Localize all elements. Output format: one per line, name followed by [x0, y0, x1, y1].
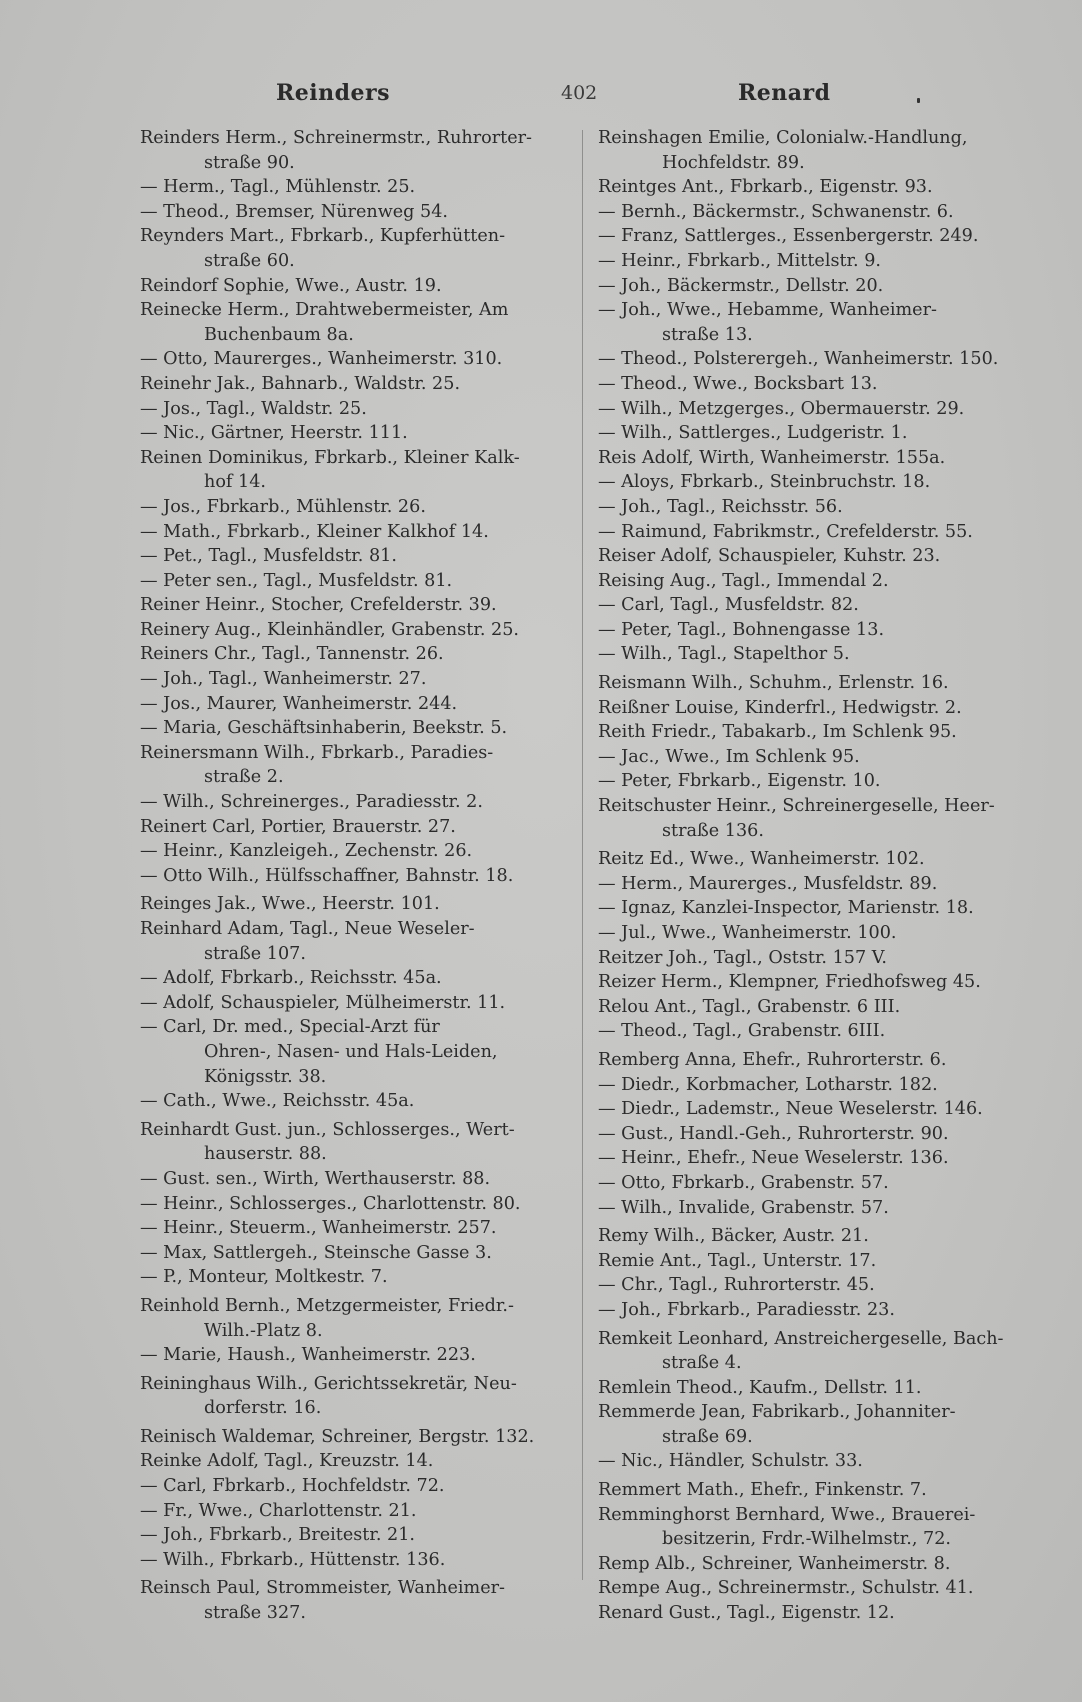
- entry-text: — Jul., Wwe., Wanheimerstr. 100.: [598, 923, 897, 943]
- directory-entry: [598, 970, 1038, 995]
- entry-text: — Wilh., Fbrkarb., Hüttenstr. 136.: [140, 1549, 446, 1570]
- entry-text: Reis Adolf, Wirth, Wanheimerstr. 155a.: [598, 447, 946, 468]
- entry-text: Reininghaus Wilh., Gerichtssekretär, Neu-: [140, 1373, 517, 1394]
- entry-text: Reinges Jak., Wwe., Heerstr. 101.: [140, 894, 440, 915]
- entry-text: — Peter, Tagl., Bohnengasse 13.: [598, 619, 885, 640]
- entry-text: — Adolf, Fbrkarb., Reichsstr. 45a.: [140, 968, 442, 989]
- left-column: [140, 126, 560, 1626]
- entry-text: Reinshagen Emilie, Colonialw.-Handlung,: [598, 128, 968, 148]
- directory-entry: [598, 1576, 1038, 1601]
- directory-entry: [140, 892, 560, 917]
- entry-text: — Theod., Polsterergeh., Wanheimerstr. 150.: [598, 349, 999, 370]
- directory-entry: [140, 991, 560, 1016]
- entry-text: Remberg Anna, Ehefr., Ruhrorterstr. 6.: [598, 1049, 947, 1070]
- directory-entry: [598, 224, 1038, 249]
- entry-text: Remlein Theod., Kaufm., Dellstr. 11.: [598, 1377, 922, 1398]
- running-head-right: Renard: [738, 80, 831, 106]
- directory-entry: [598, 1449, 1038, 1474]
- entry-continuation: hauserstr. 88.: [204, 1144, 327, 1165]
- directory-entry: [598, 372, 1038, 397]
- directory-entry: [598, 1601, 1038, 1626]
- entry-text: — Adolf, Schauspieler, Mülheimerstr. 11.: [140, 992, 506, 1013]
- directory-entry: [140, 917, 560, 966]
- entry-text: Reizer Herm., Klempner, Friedhofsweg 45.: [598, 972, 981, 993]
- entry-continuation: Buchenbaum 8a.: [204, 324, 354, 345]
- entry-text: Remmert Math., Ehefr., Finkenstr. 7.: [598, 1480, 927, 1501]
- directory-entry: [598, 946, 1038, 971]
- entry-text: — Marie, Haush., Wanheimerstr. 223.: [140, 1345, 476, 1366]
- entry-continuation: Königsstr. 38.: [204, 1066, 327, 1087]
- entry-text: — Otto Wilh., Hülfsschaffner, Bahnstr. 18.: [140, 865, 514, 886]
- entry-text: Reith Friedr., Tabakarb., Im Schlenk 95.: [598, 722, 957, 743]
- directory-entry: [140, 966, 560, 991]
- entry-text: Remminghorst Bernhard, Wwe., Brauerei-: [598, 1504, 976, 1525]
- entry-text: — Cath., Wwe., Reichsstr. 45a.: [140, 1091, 415, 1112]
- entry-text: — Wilh., Metzgerges., Obermauerstr. 29.: [598, 398, 965, 419]
- directory-entry: [598, 847, 1038, 872]
- directory-entry: [140, 1474, 560, 1499]
- entry-text: — Herm., Maurerges., Musfeldstr. 89.: [598, 873, 938, 894]
- directory-entry: [598, 1400, 1038, 1449]
- directory-entry: [598, 569, 1038, 594]
- directory-entry: [140, 372, 560, 397]
- directory-entry: [140, 1449, 560, 1474]
- directory-entry: [598, 421, 1038, 446]
- entry-text: — Gust., Handl.-Geh., Ruhrorterstr. 90.: [598, 1123, 949, 1144]
- directory-entry: [140, 200, 560, 225]
- directory-entry: [140, 864, 560, 889]
- directory-entry: [140, 1089, 560, 1114]
- directory-entry: [140, 1118, 560, 1167]
- entry-text: Relou Ant., Tagl., Grabenstr. 6 III.: [598, 996, 901, 1017]
- entry-continuation: dorferstr. 16.: [204, 1398, 322, 1419]
- entry-continuation: straße 69.: [662, 1426, 753, 1447]
- directory-entry: [140, 692, 560, 717]
- entry-text: Reitschuster Heinr., Schreinergeselle, Heer-: [598, 796, 995, 817]
- directory-entry: [598, 446, 1038, 471]
- entry-text: — Heinr., Steuerm., Wanheimerstr. 257.: [140, 1218, 497, 1239]
- directory-entry: [140, 1015, 560, 1089]
- entry-text: — Joh., Tagl., Reichsstr. 56.: [598, 496, 843, 517]
- directory-entry: [140, 520, 560, 545]
- entry-text: Reinhold Bernh., Metzgermeister, Friedr.-: [140, 1295, 514, 1316]
- entry-continuation: besitzerin, Frdr.-Wilhelmstr., 72.: [662, 1529, 951, 1550]
- entry-text: Reiners Chr., Tagl., Tannenstr. 26.: [140, 644, 444, 665]
- directory-entry: [598, 1273, 1038, 1298]
- directory-entry: [598, 1019, 1038, 1044]
- entry-text: — Ignaz, Kanzlei-Inspector, Marienstr. 18.: [598, 898, 974, 919]
- directory-entry: [598, 720, 1038, 745]
- entry-text: — Pet., Tagl., Musfeldstr. 81.: [140, 546, 397, 567]
- directory-entry: [598, 1122, 1038, 1147]
- directory-entry: [140, 274, 560, 299]
- directory-entry: [140, 126, 560, 175]
- entry-text: — Jos., Maurer, Wanheimerstr. 244.: [140, 693, 458, 714]
- entry-text: Remp Alb., Schreiner, Wanheimerstr. 8.: [598, 1553, 951, 1574]
- directory-entry: [140, 839, 560, 864]
- entry-text: — Heinr., Fbrkarb., Mittelstr. 9.: [598, 250, 882, 271]
- entry-text: — Carl, Dr. med., Special-Arzt für: [140, 1017, 440, 1038]
- entry-text: Reismann Wilh., Schuhm., Erlenstr. 16.: [598, 673, 949, 694]
- directory-entry: [598, 298, 1038, 347]
- entry-text: Reinke Adolf, Tagl., Kreuzstr. 14.: [140, 1451, 434, 1472]
- entry-text: Reynders Mart., Fbrkarb., Kupferhütten-: [140, 226, 506, 247]
- directory-entry: [140, 1499, 560, 1524]
- entry-text: — Nic., Händler, Schulstr. 33.: [598, 1451, 863, 1472]
- entry-text: — Jac., Wwe., Im Schlenk 95.: [598, 746, 860, 767]
- directory-entry: [598, 1327, 1038, 1376]
- entry-text: — Wilh., Sattlerges., Ludgeristr. 1.: [598, 423, 908, 444]
- entry-text: Reinert Carl, Portier, Brauerstr. 27.: [140, 816, 456, 837]
- entry-continuation: hof 14.: [204, 472, 267, 493]
- entry-text: Reinders Herm., Schreinermstr., Ruhrorter-: [140, 128, 532, 148]
- directory-entry: [598, 249, 1038, 274]
- entry-text: Reinhardt Gust. jun., Schlosserges., Wert-: [140, 1119, 515, 1140]
- directory-entry: [140, 741, 560, 790]
- directory-entry: [598, 896, 1038, 921]
- entry-text: Reindorf Sophie, Wwe., Austr. 19.: [140, 275, 442, 296]
- entry-text: — Peter sen., Tagl., Musfeldstr. 81.: [140, 570, 453, 591]
- directory-entry: [598, 175, 1038, 200]
- directory-entry: [140, 446, 560, 495]
- directory-entry: [140, 397, 560, 422]
- entry-text: — Math., Fbrkarb., Kleiner Kalkhof 14.: [140, 521, 489, 542]
- entry-text: — Joh., Bäckermstr., Dellstr. 20.: [598, 275, 884, 296]
- entry-continuation: Hochfeldstr. 89.: [662, 152, 805, 173]
- directory-entry: [598, 200, 1038, 225]
- directory-entry: [140, 1343, 560, 1368]
- directory-entry: [598, 1224, 1038, 1249]
- entry-text: — Maria, Geschäftsinhaberin, Beekstr. 5.: [140, 718, 508, 739]
- entry-text: — Carl, Tagl., Musfeldstr. 82.: [598, 595, 859, 616]
- directory-entry: [598, 1146, 1038, 1171]
- directory-entry: [140, 1372, 560, 1421]
- directory-entry: [140, 593, 560, 618]
- page-header: [0, 80, 1082, 110]
- entry-text: — Herm., Tagl., Mühlenstr. 25.: [140, 177, 416, 198]
- entry-text: — Wilh., Invalide, Grabenstr. 57.: [598, 1197, 889, 1218]
- entry-text: — Fr., Wwe., Charlottenstr. 21.: [140, 1500, 417, 1521]
- entry-continuation: straße 2.: [204, 767, 284, 788]
- directory-entry: [140, 667, 560, 692]
- directory-entry: [140, 347, 560, 372]
- entry-text: Remkeit Leonhard, Anstreichergeselle, Bach-: [598, 1328, 1004, 1349]
- directory-entry: [598, 544, 1038, 569]
- directory-entry: [140, 1265, 560, 1290]
- entry-text: — Theod., Bremser, Nürenweg 54.: [140, 201, 449, 222]
- entry-text: — Gust. sen., Wirth, Werthauserstr. 88.: [140, 1168, 491, 1189]
- directory-entry: [598, 126, 1038, 175]
- entry-text: — Theod., Tagl., Grabenstr. 6III.: [598, 1021, 886, 1042]
- entry-text: — Franz, Sattlerges., Essenbergerstr. 249.: [598, 226, 979, 247]
- directory-entry: [598, 921, 1038, 946]
- directory-entry: [140, 224, 560, 273]
- directory-entry: [598, 642, 1038, 667]
- directory-entry: [140, 716, 560, 741]
- directory-entry: [598, 1097, 1038, 1122]
- entry-text: — Jos., Fbrkarb., Mühlenstr. 26.: [140, 496, 426, 517]
- entry-text: Reinery Aug., Kleinhändler, Grabenstr. 25.: [140, 619, 520, 640]
- entry-text: Reising Aug., Tagl., Immendal 2.: [598, 570, 889, 591]
- directory-entry: [598, 1249, 1038, 1274]
- entry-text: Reinisch Waldemar, Schreiner, Bergstr. 132.: [140, 1426, 535, 1447]
- entry-text: — Diedr., Korbmacher, Lotharstr. 182.: [598, 1074, 938, 1095]
- directory-entry: [598, 618, 1038, 643]
- entry-text: Reiser Adolf, Schauspieler, Kuhstr. 23.: [598, 546, 941, 567]
- directory-entry: [140, 1576, 560, 1625]
- entry-text: Reitz Ed., Wwe., Wanheimerstr. 102.: [598, 849, 925, 870]
- directory-entry: [140, 642, 560, 667]
- directory-entry: [598, 872, 1038, 897]
- directory-entry: [140, 1523, 560, 1548]
- entry-text: — Aloys, Fbrkarb., Steinbruchstr. 18.: [598, 472, 931, 493]
- entry-continuation: straße 136.: [662, 820, 764, 841]
- directory-entry: [598, 671, 1038, 696]
- entry-continuation: straße 60.: [204, 250, 295, 271]
- entry-text: — Chr., Tagl., Ruhrorterstr. 45.: [598, 1275, 875, 1296]
- directory-entry: [140, 815, 560, 840]
- entry-text: — P., Monteur, Moltkestr. 7.: [140, 1267, 388, 1288]
- directory-entry: [598, 1048, 1038, 1073]
- entry-text: — Joh., Fbrkarb., Breitestr. 21.: [140, 1525, 416, 1546]
- entry-text: — Joh., Tagl., Wanheimerstr. 27.: [140, 669, 427, 690]
- entry-text: — Otto, Fbrkarb., Grabenstr. 57.: [598, 1172, 889, 1193]
- entry-text: Reitzer Joh., Tagl., Oststr. 157 V.: [598, 947, 887, 968]
- entry-text: Renard Gust., Tagl., Eigenstr. 12.: [598, 1603, 895, 1624]
- directory-entry: [598, 593, 1038, 618]
- entry-text: — Heinr., Kanzleigeh., Zechenstr. 26.: [140, 841, 473, 862]
- directory-entry: [598, 1073, 1038, 1098]
- entry-text: — Jos., Tagl., Waldstr. 25.: [140, 398, 367, 419]
- directory-entry: [598, 794, 1038, 843]
- entry-text: Rempe Aug., Schreinermstr., Schulstr. 41.: [598, 1578, 974, 1599]
- entry-text: — Wilh., Schreinerges., Paradiesstr. 2.: [140, 792, 483, 813]
- directory-entry: [598, 470, 1038, 495]
- directory-entry: [598, 495, 1038, 520]
- directory-entry: [598, 274, 1038, 299]
- entry-text: — Carl, Fbrkarb., Hochfeldstr. 72.: [140, 1476, 445, 1497]
- running-head-left: Reinders: [276, 80, 390, 106]
- entry-text: Reinhard Adam, Tagl., Neue Weseler-: [140, 919, 475, 939]
- entry-text: — Peter, Fbrkarb., Eigenstr. 10.: [598, 771, 881, 792]
- directory-entry: [598, 520, 1038, 545]
- directory-entry: [140, 1241, 560, 1266]
- entry-text: — Joh., Wwe., Hebamme, Wanheimer-: [598, 300, 937, 321]
- directory-entry: [598, 769, 1038, 794]
- entry-text: — Raimund, Fabrikmstr., Crefelderstr. 55.: [598, 521, 973, 542]
- entry-text: Reiner Heinr., Stocher, Crefelderstr. 39.: [140, 595, 497, 616]
- directory-entry: [140, 495, 560, 520]
- entry-continuation: straße 90.: [204, 152, 295, 173]
- directory-entry: [598, 347, 1038, 372]
- entry-continuation: straße 4.: [662, 1353, 742, 1374]
- entry-text: — Joh., Fbrkarb., Paradiesstr. 23.: [598, 1299, 895, 1320]
- directory-entry: [140, 1548, 560, 1573]
- entry-text: — Theod., Wwe., Bocksbart 13.: [598, 373, 878, 394]
- directory-entry: [598, 745, 1038, 770]
- entry-text: — Wilh., Tagl., Stapelthor 5.: [598, 644, 850, 665]
- entry-text: — Heinr., Ehefr., Neue Weselerstr. 136.: [598, 1148, 949, 1169]
- directory-entry: [598, 1478, 1038, 1503]
- entry-text: — Diedr., Lademstr., Neue Weselerstr. 146.: [598, 1099, 983, 1120]
- entry-text: — Otto, Maurerges., Wanheimerstr. 310.: [140, 349, 503, 370]
- entry-continuation: straße 107.: [204, 943, 306, 964]
- entry-text: Reinecke Herm., Drahtwebermeister, Am: [140, 300, 509, 321]
- entry-continuation: straße 327.: [204, 1603, 306, 1624]
- entry-text: Reinersmann Wilh., Fbrkarb., Paradies-: [140, 742, 494, 763]
- directory-entry: [140, 618, 560, 643]
- entry-text: Reinen Dominikus, Fbrkarb., Kleiner Kalk-: [140, 447, 520, 468]
- directory-entry: [598, 1171, 1038, 1196]
- entry-text: Reinsch Paul, Strommeister, Wanheimer-: [140, 1578, 506, 1599]
- directory-entry: [598, 1376, 1038, 1401]
- entry-text: — Max, Sattlergeh., Steinsche Gasse 3.: [140, 1242, 492, 1263]
- directory-entry: [598, 696, 1038, 721]
- entry-continuation: Wilh.-Platz 8.: [204, 1320, 323, 1341]
- directory-entry: [598, 1298, 1038, 1323]
- directory-entry: [140, 790, 560, 815]
- directory-entry: [140, 1216, 560, 1241]
- right-column: [598, 126, 1038, 1626]
- entry-text: Reintges Ant., Fbrkarb., Eigenstr. 93.: [598, 177, 933, 198]
- directory-entry: [140, 175, 560, 200]
- entry-text: — Heinr., Schlosserges., Charlottenstr. 80.: [140, 1193, 521, 1214]
- directory-entry: [140, 1192, 560, 1217]
- directory-entry: [598, 397, 1038, 422]
- directory-entry: [140, 1167, 560, 1192]
- directory-entry: [140, 544, 560, 569]
- print-speck: [917, 98, 920, 103]
- entry-text: — Bernh., Bäckermstr., Schwanenstr. 6.: [598, 201, 954, 222]
- directory-entry: [598, 1503, 1038, 1552]
- directory-entry: [140, 569, 560, 594]
- entry-text: Remmerde Jean, Fabrikarb., Johanniter-: [598, 1402, 956, 1423]
- entry-text: Remie Ant., Tagl., Unterstr. 17.: [598, 1250, 877, 1271]
- directory-entry: [598, 995, 1038, 1020]
- page-number: 402: [561, 82, 598, 104]
- directory-entry: [140, 421, 560, 446]
- directory-entry: [140, 1425, 560, 1450]
- entry-text: — Nic., Gärtner, Heerstr. 111.: [140, 423, 408, 444]
- entry-text: Reinehr Jak., Bahnarb., Waldstr. 25.: [140, 373, 461, 394]
- directory-entry: [598, 1552, 1038, 1577]
- column-divider: [582, 130, 583, 1580]
- directory-entry: [598, 1196, 1038, 1221]
- entry-text: Reißner Louise, Kinderfrl., Hedwigstr. 2.: [598, 697, 962, 718]
- directory-entry: [140, 298, 560, 347]
- entry-continuation: Ohren-, Nasen- und Hals-Leiden,: [204, 1041, 498, 1062]
- directory-entry: [140, 1294, 560, 1343]
- entry-continuation: straße 13.: [662, 324, 753, 345]
- entry-text: Remy Wilh., Bäcker, Austr. 21.: [598, 1226, 869, 1247]
